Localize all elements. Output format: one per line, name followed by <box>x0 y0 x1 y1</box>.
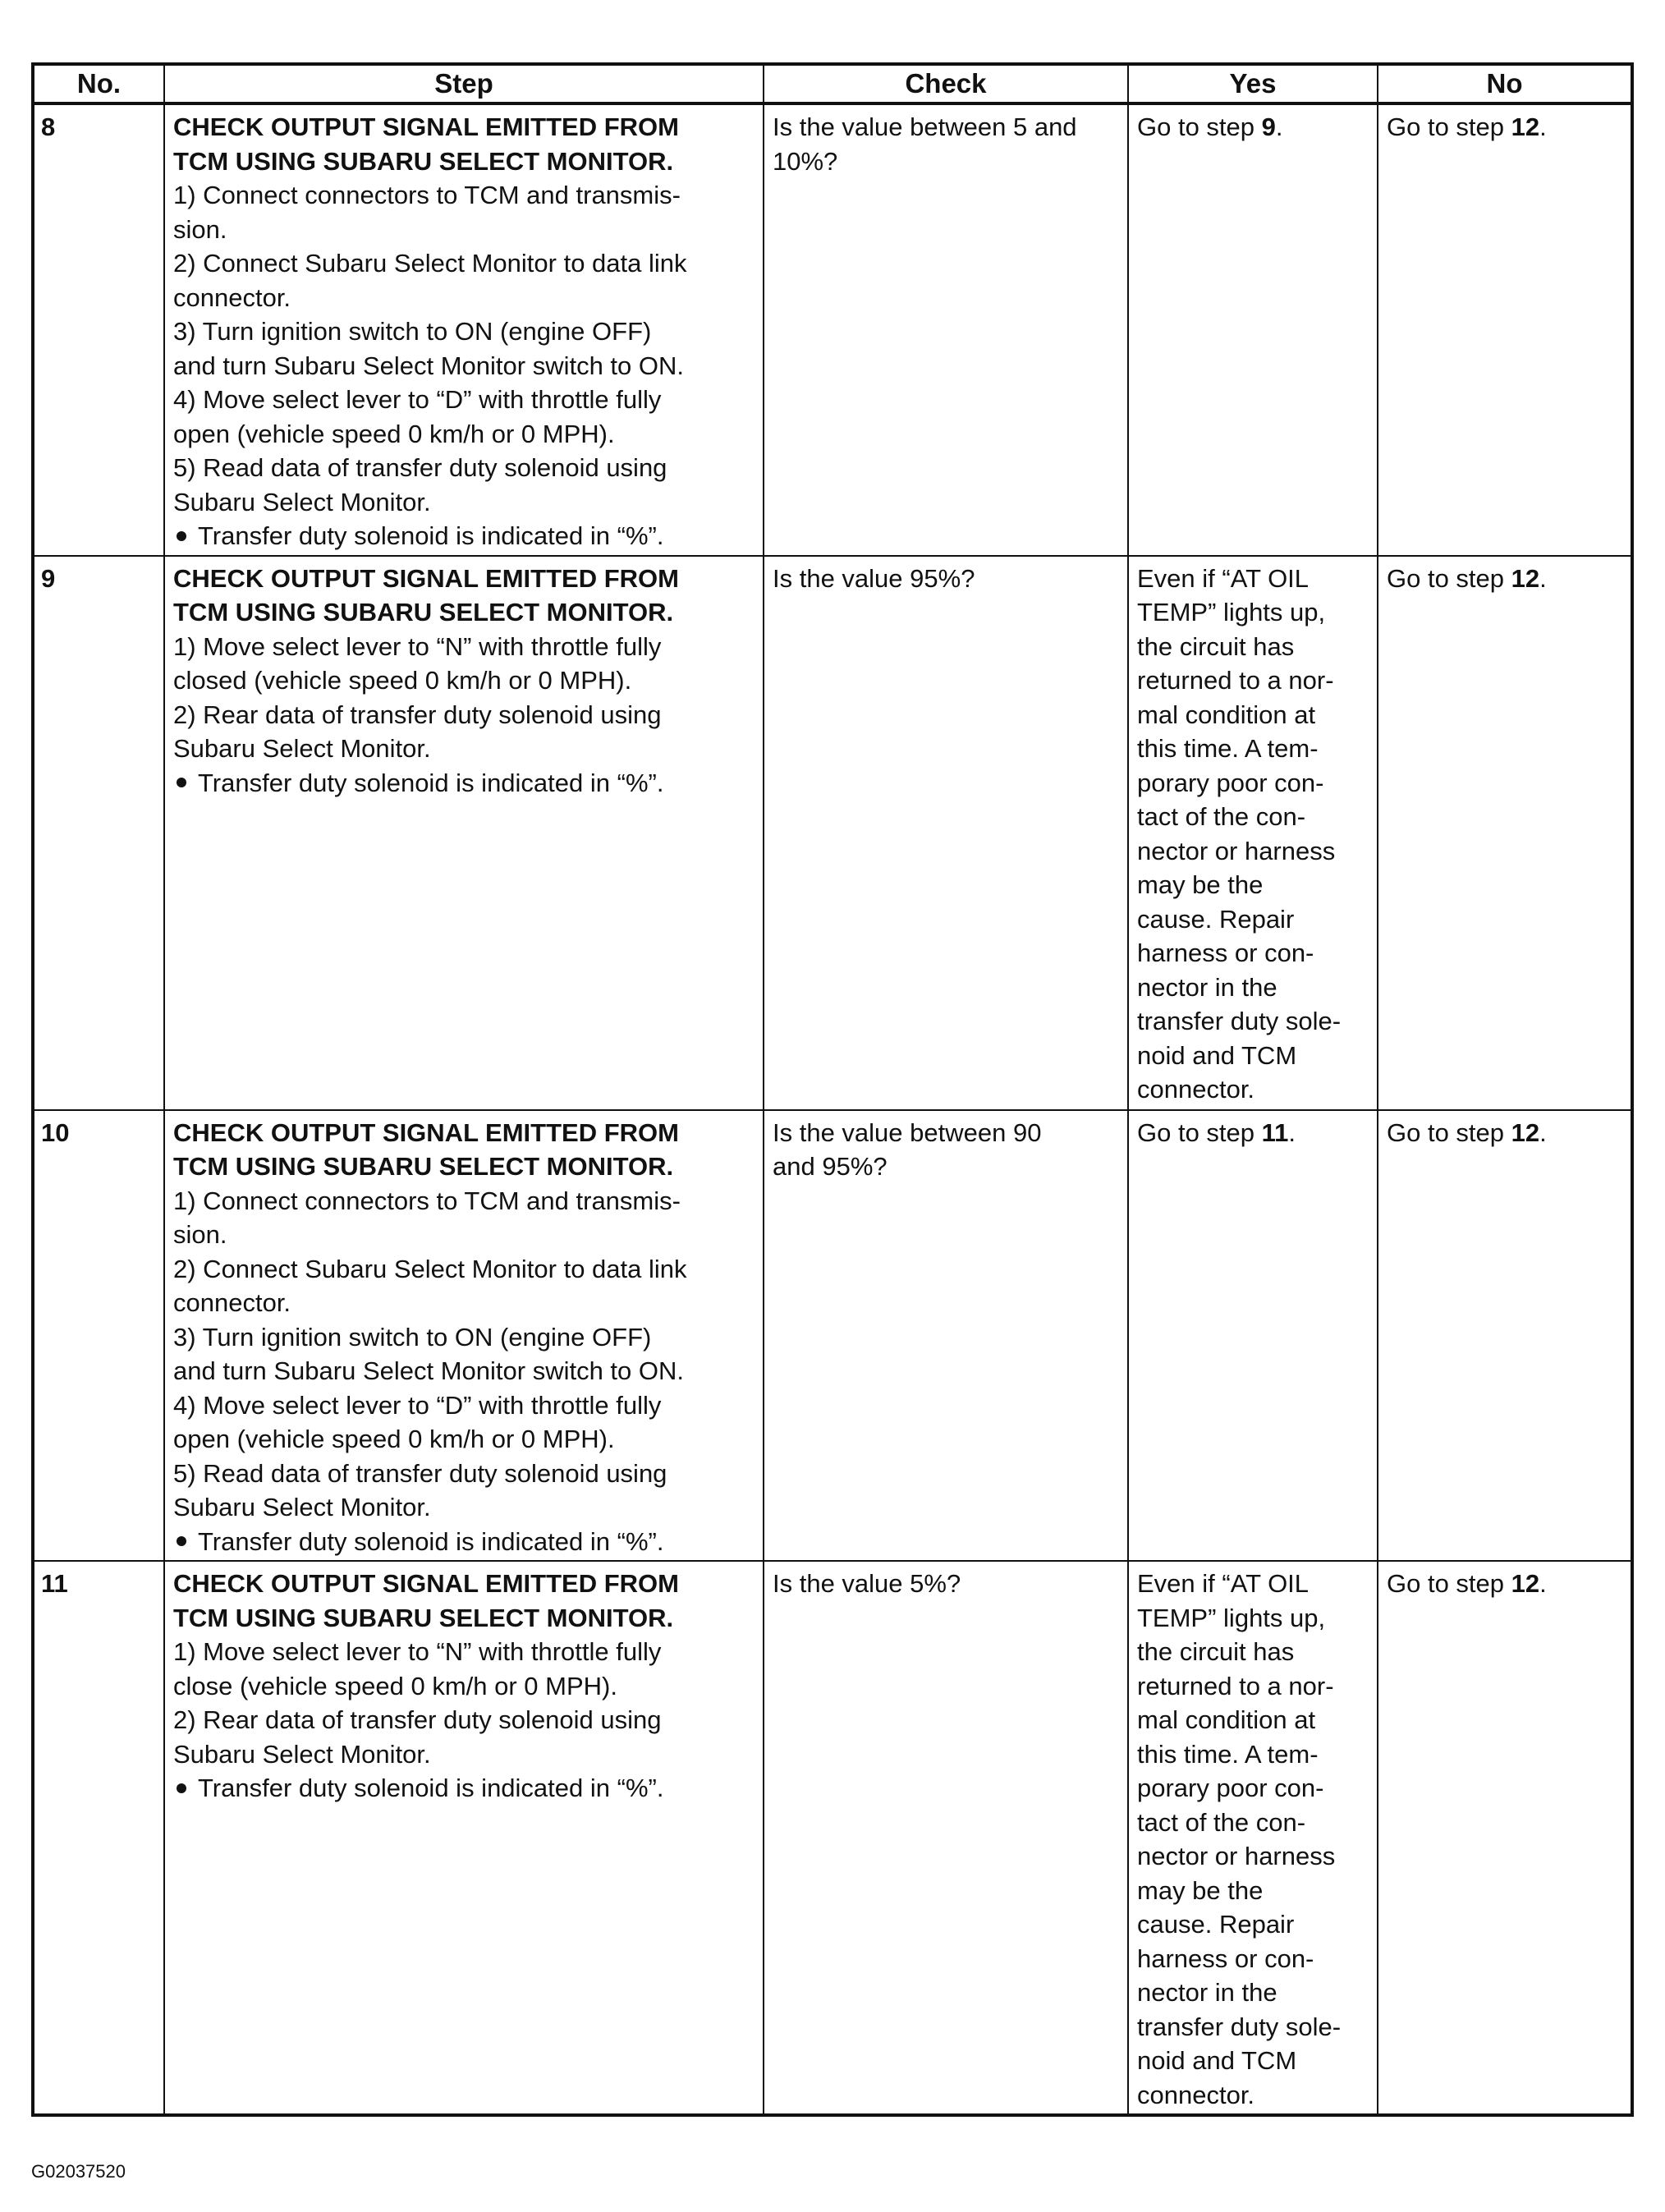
yes-text-line: nector or harness <box>1137 1842 1336 1870</box>
yes-action <box>1128 103 1378 556</box>
no-action <box>1378 1561 1632 2115</box>
yes-action <box>1128 1110 1378 1562</box>
no-suffix: . <box>1539 112 1547 141</box>
step-description <box>164 556 764 1110</box>
check-line: Is the value 95%? <box>773 563 975 593</box>
yes-prefix: Go to step <box>1137 112 1262 141</box>
yes-text-line: noid and TCM <box>1137 1040 1297 1070</box>
step-instruction-line: open (vehicle speed 0 km/h or 0 MPH). <box>173 1425 615 1453</box>
yes-text-line: mal condition at <box>1137 700 1316 729</box>
no-step-ref: 12 <box>1511 1569 1540 1598</box>
step-instruction-line: 2) Rear data of transfer duty solenoid using <box>173 700 662 729</box>
table-row <box>33 103 1632 556</box>
no-action <box>1378 1110 1632 1562</box>
step-instruction-line: Subaru Select Monitor. <box>173 487 431 516</box>
step-title-line: CHECK OUTPUT SIGNAL EMITTED FROM <box>173 112 679 141</box>
yes-text-line: cause. Repair <box>1137 904 1295 934</box>
step-instruction-line: close (vehicle speed 0 km/h or 0 MPH). <box>173 1671 617 1700</box>
step-instruction-line: open (vehicle speed 0 km/h or 0 MPH). <box>173 419 615 448</box>
table-row <box>33 556 1632 1110</box>
step-number: 9 <box>33 556 164 1110</box>
check-question <box>764 1110 1128 1562</box>
step-instruction-line: 3) Turn ignition switch to ON (engine OFF) <box>173 317 652 346</box>
step-instruction-line: and turn Subaru Select Monitor switch to ON. <box>173 1356 685 1385</box>
yes-action <box>1128 1561 1378 2115</box>
yes-text-line: the circuit has <box>1137 1637 1295 1666</box>
no-prefix: Go to step <box>1387 563 1511 593</box>
yes-text-line: may be the <box>1137 1875 1264 1905</box>
table-row <box>33 1110 1632 1562</box>
yes-suffix: . <box>1288 1117 1296 1147</box>
yes-action <box>1128 556 1378 1110</box>
step-instruction-line: Subaru Select Monitor. <box>173 1493 431 1521</box>
step-note-text: Transfer duty solenoid is indicated in “%”. <box>198 1774 664 1802</box>
no-step-ref: 12 <box>1511 563 1540 593</box>
yes-text-line: Even if “AT OIL <box>1137 1569 1310 1598</box>
no-suffix: . <box>1539 563 1547 593</box>
step-title-line: TCM USING SUBARU SELECT MONITOR. <box>173 598 674 626</box>
yes-text-line: connector. <box>1137 1075 1255 1104</box>
yes-text-line: this time. A tem- <box>1137 1739 1319 1769</box>
no-action <box>1378 103 1632 556</box>
yes-text-line: nector in the <box>1137 972 1277 1002</box>
step-number: 10 <box>33 1110 164 1562</box>
yes-text-line: noid and TCM <box>1137 2046 1297 2075</box>
no-suffix: . <box>1539 1117 1547 1147</box>
no-suffix: . <box>1539 1569 1547 1598</box>
no-prefix: Go to step <box>1387 1117 1511 1147</box>
check-question <box>764 556 1128 1110</box>
header-check: Check <box>764 64 1128 103</box>
yes-text-line: returned to a nor- <box>1137 1671 1334 1700</box>
bullet-icon <box>177 778 186 787</box>
yes-text-line: cause. Repair <box>1137 1910 1295 1939</box>
step-note <box>173 519 755 553</box>
yes-text-line: harness or con- <box>1137 938 1314 967</box>
step-description <box>164 1110 764 1562</box>
check-line: Is the value between 5 and <box>773 112 1077 141</box>
step-instruction-line: 1) Connect connectors to TCM and transmis- <box>173 181 681 209</box>
step-note <box>173 1525 755 1559</box>
step-instruction-line: 1) Move select lever to “N” with throttle fully <box>173 1637 662 1666</box>
bullet-icon <box>177 1536 186 1546</box>
yes-text-line: may be the <box>1137 870 1264 899</box>
yes-text-line: transfer duty sole- <box>1137 2012 1342 2041</box>
yes-text-line: transfer duty sole- <box>1137 1007 1342 1035</box>
yes-text-line: TEMP” lights up, <box>1137 598 1326 626</box>
step-instruction-line: 1) Connect connectors to TCM and transmis- <box>173 1186 681 1215</box>
yes-text-line: nector or harness <box>1137 836 1336 865</box>
no-prefix: Go to step <box>1387 1569 1511 1598</box>
step-description <box>164 1561 764 2115</box>
step-note <box>173 766 755 801</box>
yes-text-line: connector. <box>1137 2080 1255 2109</box>
step-title-line: TCM USING SUBARU SELECT MONITOR. <box>173 146 674 176</box>
yes-text-line: the circuit has <box>1137 631 1295 661</box>
check-line: Is the value between 90 <box>773 1117 1042 1147</box>
yes-step-ref: 9 <box>1261 112 1276 141</box>
step-instruction-line: 1) Move select lever to “N” with throttle fully <box>173 631 662 661</box>
step-instruction-line: 5) Read data of transfer duty solenoid using <box>173 453 667 482</box>
step-title-line: CHECK OUTPUT SIGNAL EMITTED FROM <box>173 563 679 593</box>
yes-text-line: tact of the con- <box>1137 1807 1306 1837</box>
table-header-row <box>33 64 1632 103</box>
yes-text-line: porary poor con- <box>1137 768 1324 797</box>
header-no-result: No <box>1378 64 1632 103</box>
yes-text-line: nector in the <box>1137 1978 1277 2007</box>
yes-suffix: . <box>1275 112 1283 141</box>
step-number: 8 <box>33 103 164 556</box>
step-title-line: TCM USING SUBARU SELECT MONITOR. <box>173 1152 674 1181</box>
check-question <box>764 1561 1128 2115</box>
yes-text-line: porary poor con- <box>1137 1774 1324 1802</box>
step-instruction-line: 2) Connect Subaru Select Monitor to data link <box>173 1254 687 1283</box>
step-note-text: Transfer duty solenoid is indicated in “%”. <box>198 521 664 550</box>
check-question <box>764 103 1128 556</box>
check-line: and 95%? <box>773 1152 888 1181</box>
step-note-text: Transfer duty solenoid is indicated in “%”. <box>198 768 664 797</box>
yes-prefix: Go to step <box>1137 1117 1262 1147</box>
step-instruction-line: 2) Rear data of transfer duty solenoid using <box>173 1705 662 1734</box>
step-instruction-line: 2) Connect Subaru Select Monitor to data link <box>173 249 687 278</box>
step-instruction-line: sion. <box>173 214 227 244</box>
step-title-line: TCM USING SUBARU SELECT MONITOR. <box>173 1603 674 1632</box>
no-step-ref: 12 <box>1511 112 1540 141</box>
check-line: 10%? <box>773 146 838 176</box>
no-action <box>1378 556 1632 1110</box>
step-title-line: CHECK OUTPUT SIGNAL EMITTED FROM <box>173 1569 679 1598</box>
no-prefix: Go to step <box>1387 112 1511 141</box>
yes-text-line: tact of the con- <box>1137 802 1306 831</box>
diagnostic-step-table <box>31 62 1634 2117</box>
step-title-line: CHECK OUTPUT SIGNAL EMITTED FROM <box>173 1117 679 1147</box>
step-number: 11 <box>33 1561 164 2115</box>
step-instruction-line: Subaru Select Monitor. <box>173 734 431 763</box>
step-note-text: Transfer duty solenoid is indicated in “%”. <box>198 1526 664 1556</box>
bullet-icon <box>177 531 186 541</box>
bullet-icon <box>177 1783 186 1793</box>
yes-text-line: Even if “AT OIL <box>1137 563 1310 593</box>
step-instruction-line: sion. <box>173 1220 227 1249</box>
no-step-ref: 12 <box>1511 1117 1540 1147</box>
header-step: Step <box>164 64 764 103</box>
table-row <box>33 1561 1632 2115</box>
step-instruction-line: closed (vehicle speed 0 km/h or 0 MPH). <box>173 666 632 695</box>
step-instruction-line: Subaru Select Monitor. <box>173 1739 431 1769</box>
step-instruction-line: 3) Turn ignition switch to ON (engine OFF) <box>173 1322 652 1352</box>
step-instruction-line: and turn Subaru Select Monitor switch to ON. <box>173 351 685 380</box>
step-instruction-line: 5) Read data of transfer duty solenoid using <box>173 1458 667 1488</box>
step-note <box>173 1771 755 1806</box>
yes-text-line: this time. A tem- <box>1137 734 1319 763</box>
step-instruction-line: connector. <box>173 1288 291 1317</box>
step-description <box>164 103 764 556</box>
yes-text-line: TEMP” lights up, <box>1137 1603 1326 1632</box>
header-no: No. <box>33 64 164 103</box>
header-yes: Yes <box>1128 64 1378 103</box>
check-line: Is the value 5%? <box>773 1569 961 1598</box>
yes-step-ref: 11 <box>1261 1117 1289 1147</box>
figure-code: G02037520 <box>31 2161 126 2182</box>
yes-text-line: returned to a nor- <box>1137 666 1334 695</box>
step-instruction-line: connector. <box>173 282 291 312</box>
yes-text-line: mal condition at <box>1137 1705 1316 1734</box>
step-instruction-line: 4) Move select lever to “D” with throttle fully <box>173 1390 662 1420</box>
yes-text-line: harness or con- <box>1137 1944 1314 1973</box>
step-instruction-line: 4) Move select lever to “D” with throttle fully <box>173 385 662 414</box>
